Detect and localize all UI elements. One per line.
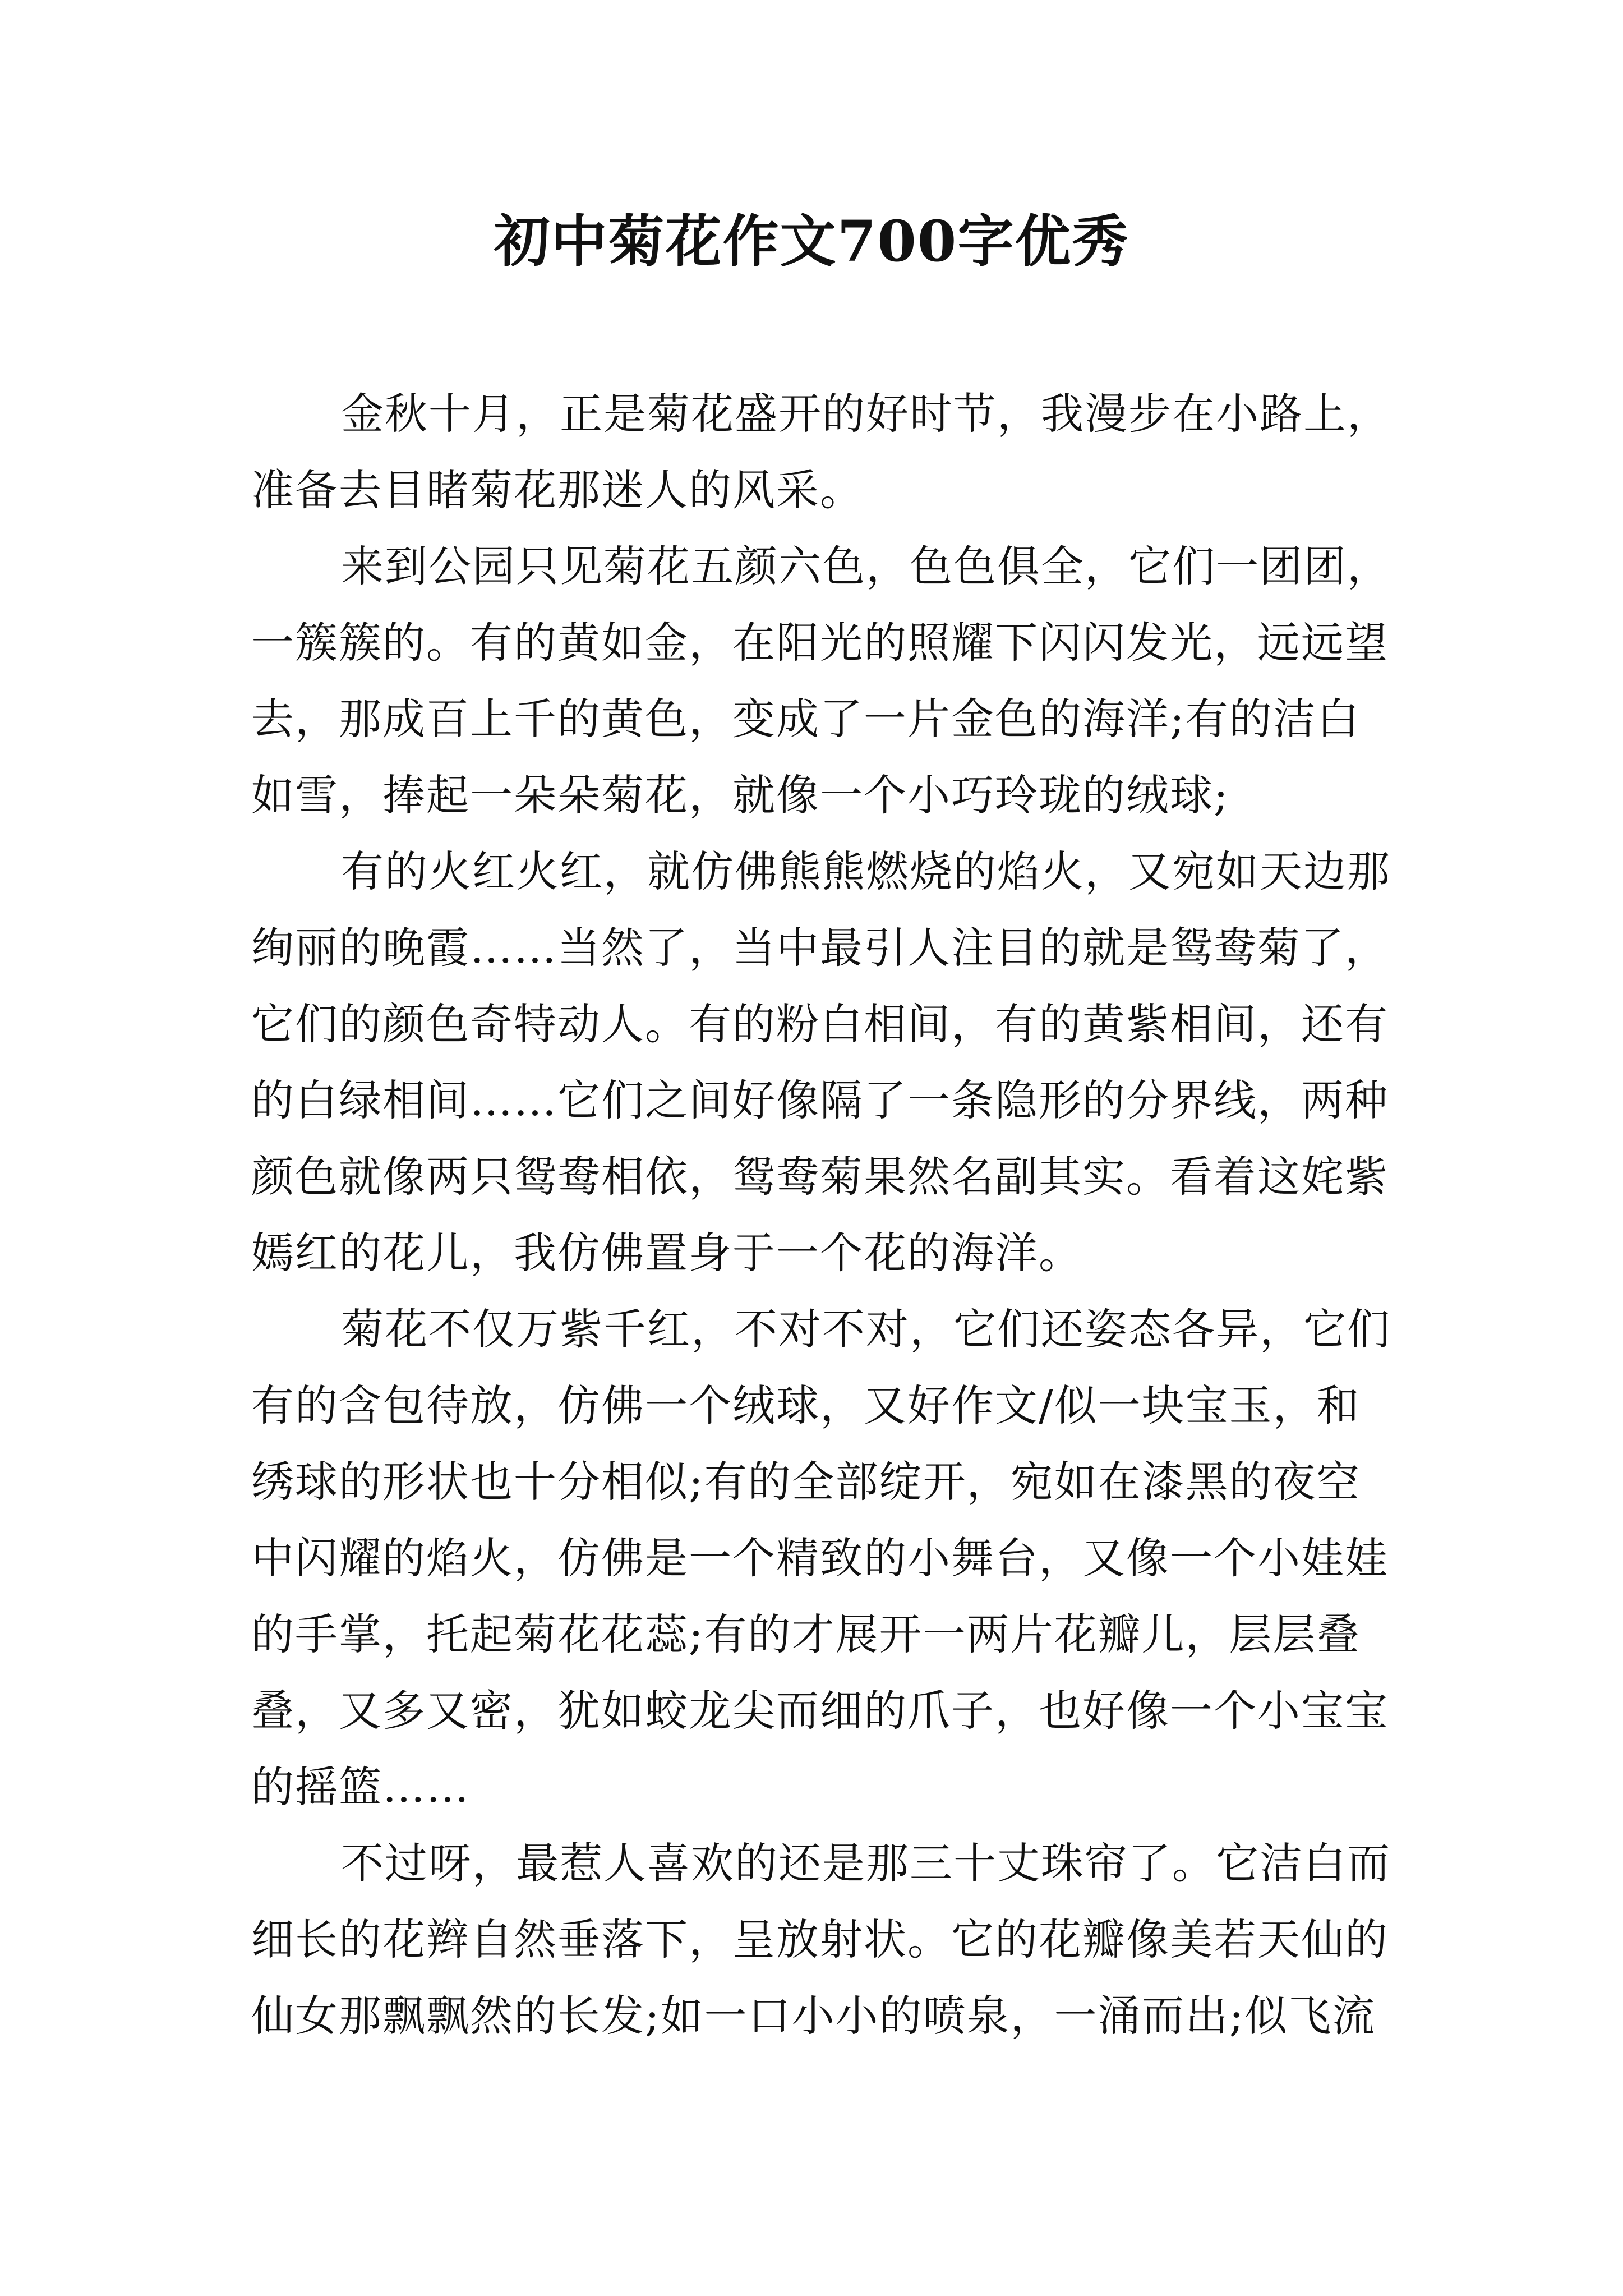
paragraph-4-line-1: 菊花不仅万紫千红，不对不对，它们还姿态各异，它们 — [341, 1304, 1391, 1354]
paragraph-3-line-2: 绚丽的晚霞……当然了，当中最引人注目的就是鸳鸯菊了， — [251, 923, 1389, 973]
paragraph-4-line-7: 的摇篮…… — [251, 1762, 470, 1812]
paragraph-3-line-6: 嫣红的花儿，我仿佛置身于一个花的海洋。 — [251, 1228, 1082, 1278]
paragraph-4-line-3: 绣球的形状也十分相似;有的全部绽开，宛如在漆黑的夜空 — [251, 1457, 1361, 1507]
paragraph-2-line-2: 一簇簇的。有的黄如金，在阳光的照耀下闪闪发光，远远望 — [251, 618, 1389, 668]
document-body — [251, 376, 1391, 2054]
paragraph-2-line-4: 如雪，捧起一朵朵菊花，就像一个小巧玲珑的绒球; — [251, 770, 1229, 820]
paragraph-4-line-4: 中闪耀的焰火，仿佛是一个精致的小舞台，又像一个小娃娃 — [251, 1533, 1389, 1583]
paragraph-5-line-2: 细长的花辫自然垂落下，呈放射状。它的花瓣像美若天仙的 — [251, 1915, 1389, 1964]
paragraph-3-line-3: 它们的颜色奇特动人。有的粉白相间，有的黄紫相间，还有 — [251, 999, 1389, 1049]
paragraph-3-line-5: 颜色就像两只鸳鸯相依，鸳鸯菊果然名副其实。看着这姹紫 — [251, 1152, 1389, 1202]
paragraph-4-line-2: 有的含包待放，仿佛一个绒球，又好作文/似一块宝玉，和 — [251, 1381, 1361, 1430]
document-title: 初中菊花作文700字优秀 — [494, 208, 1129, 274]
paragraph-5-line-3: 仙女那飘飘然的长发;如一口小小的喷泉，一涌而出;似飞流 — [251, 1991, 1376, 2041]
paragraph-3-line-4: 的白绿相间……它们之间好像隔了一条隐形的分界线，两种 — [251, 1075, 1389, 1125]
paragraph-1-line-1: 金秋十月，正是菊花盛开的好时节，我漫步在小路上， — [341, 389, 1391, 439]
paragraph-2-line-3: 去，那成百上千的黄色，变成了一片金色的海洋;有的洁白 — [251, 694, 1361, 744]
paragraph-2-line-1: 来到公园只见菊花五颜六色，色色俱全，它们一团团， — [341, 541, 1391, 591]
paragraph-3-line-1: 有的火红火红，就仿佛熊熊燃烧的焰火，又宛如天边那 — [341, 846, 1391, 896]
paragraph-1-line-2: 准备去目睹菊花那迷人的风采。 — [251, 465, 864, 515]
paragraph-4-line-5: 的手掌，托起菊花花蕊;有的才展开一两片花瓣儿，层层叠 — [251, 1609, 1361, 1659]
paragraph-4-line-6: 叠，又多又密，犹如蛟龙尖而细的爪子，也好像一个小宝宝 — [251, 1686, 1389, 1736]
paragraph-5-line-1: 不过呀，最惹人喜欢的还是那三十丈珠帘了。它洁白而 — [341, 1838, 1391, 1888]
